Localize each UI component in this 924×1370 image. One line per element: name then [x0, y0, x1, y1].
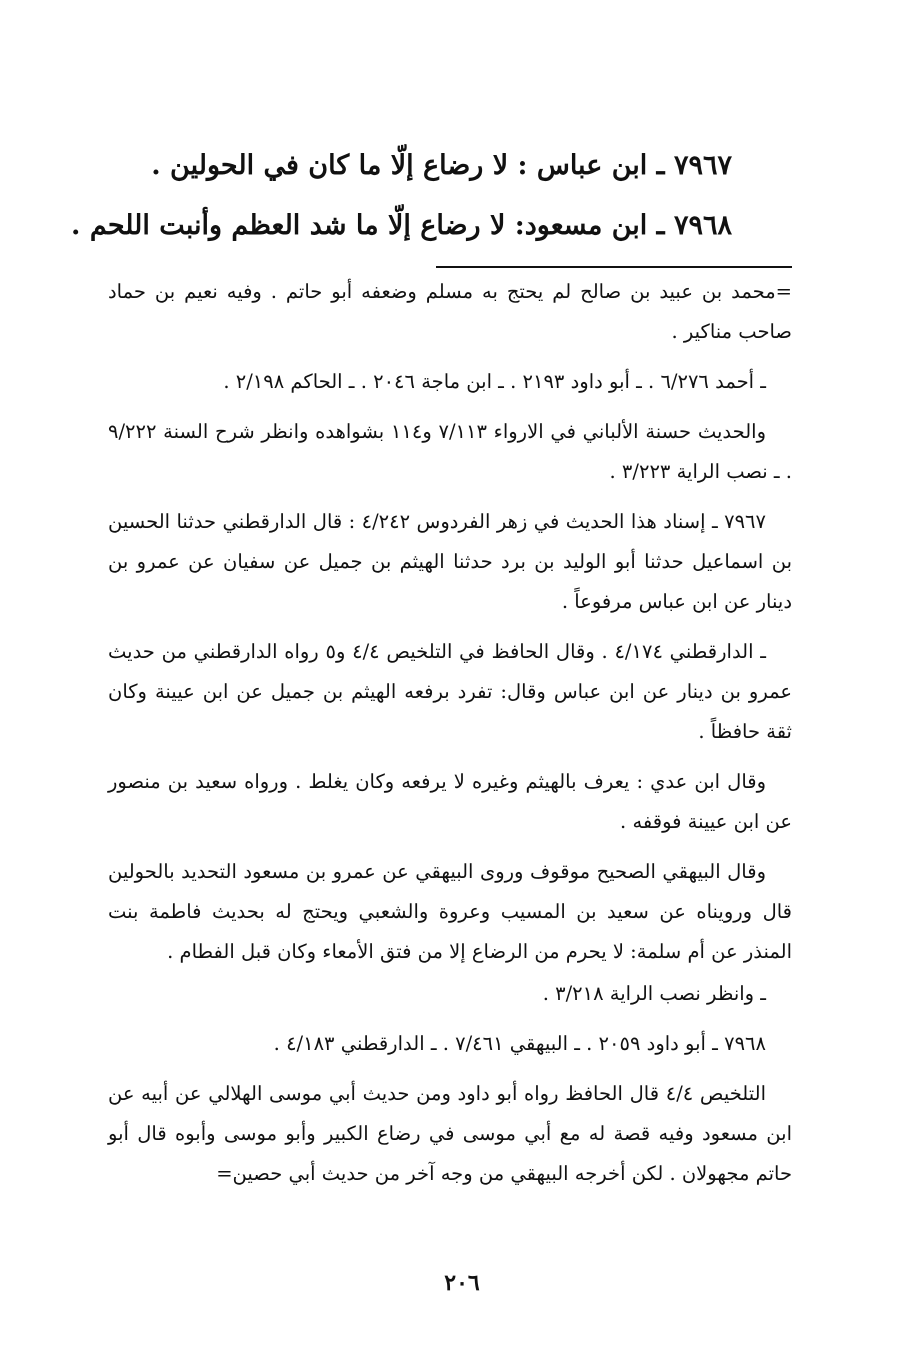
- footnote-7968: ٧٩٦٨ ـ أبو داود ٢٠٥٩ . ـ البيهقي ٧/٤٦١ . ـ الدارقطني ٤/١٨٣ .: [273, 1032, 766, 1055]
- footnote-paragraph: ـ الدارقطني ٤/١٧٤ . وقال الحافظ في التلخيص ٤/٤ و٥ رواه الدارقطني من حديث عمرو بن دينار عن ابن عباس وقال: تفرد برفعه الهيثم بن جميل عن ابن عيينة وكان ثقة حافظاً .: [108, 640, 792, 743]
- hadith-7967: ٧٩٦٧ ـ ابن عباس : لا رضاع إلّا ما كان في الحولين .: [151, 150, 732, 181]
- footnote-continuation: =محمد بن عبيد بن صالح لم يحتج به مسلم وضعفه أبو حاتم . وفيه نعيم بن حماد صاحب مناكير .: [108, 280, 792, 343]
- footnote-paragraph: والحديث حسنة الألباني في الارواء ٧/١١٣ و١١٤ بشواهده وانظر شرح السنة ٩/٢٢٢ . ـ نصب الراية ٣/٢٢٣ .: [108, 420, 792, 483]
- page-number: ٢٠٦: [444, 1270, 480, 1296]
- footnote-paragraph: ـ وانظر نصب الراية ٣/٢١٨ .: [542, 982, 766, 1005]
- footnote-paragraph: التلخيص ٤/٤ قال الحافظ رواه أبو داود ومن حديث أبي موسى الهلالي عن أبيه عن ابن مسعود وفيه قصة له مع أبي موسى في رضاع الكبير وأبو موسى وأبوه قال أبو حاتم مجهولان . لكن أخرجه البيهقي من وجه آخر من حديث أبي حصين=: [108, 1082, 792, 1185]
- footnote-separator: [436, 266, 792, 268]
- hadith-7968: ٧٩٦٨ ـ ابن مسعود: لا رضاع إلّا ما شد العظم وأنبت اللحم .: [71, 210, 732, 241]
- footnote-paragraph: وقال ابن عدي : يعرف بالهيثم وغيره لا يرفعه وكان يغلط . ورواه سعيد بن منصور عن ابن عيينة فوقفه .: [108, 770, 792, 833]
- footnotes: [108, 272, 792, 1204]
- footnote-paragraph: وقال البيهقي الصحيح موقوف وروى البيهقي عن عمرو بن مسعود التحديد بالحولين قال ورويناه عن سعيد بن المسيب وعروة والشعبي ويحتج له بحديث فاطمة بنت المنذر عن أم سلمة: لا يحرم من الرضاع إلا من فتق الأمعاء وكان قبل الفطام .: [108, 860, 792, 963]
- footnote-paragraph: ـ أحمد ٦/٢٧٦ . ـ أبو داود ٢١٩٣ . ـ ابن ماجة ٢٠٤٦ . ـ الحاكم ٢/١٩٨ .: [223, 370, 766, 393]
- footnote-7967: ٧٩٦٧ ـ إسناد هذا الحديث في زهر الفردوس ٤/٢٤٢ : قال الدارقطني حدثنا الحسين بن اسماعيل حدثنا أبو الوليد بن برد حدثنا الهيثم بن جميل عن سفيان عن عمرو بن دينار عن ابن عباس مرفوعاً .: [108, 510, 792, 613]
